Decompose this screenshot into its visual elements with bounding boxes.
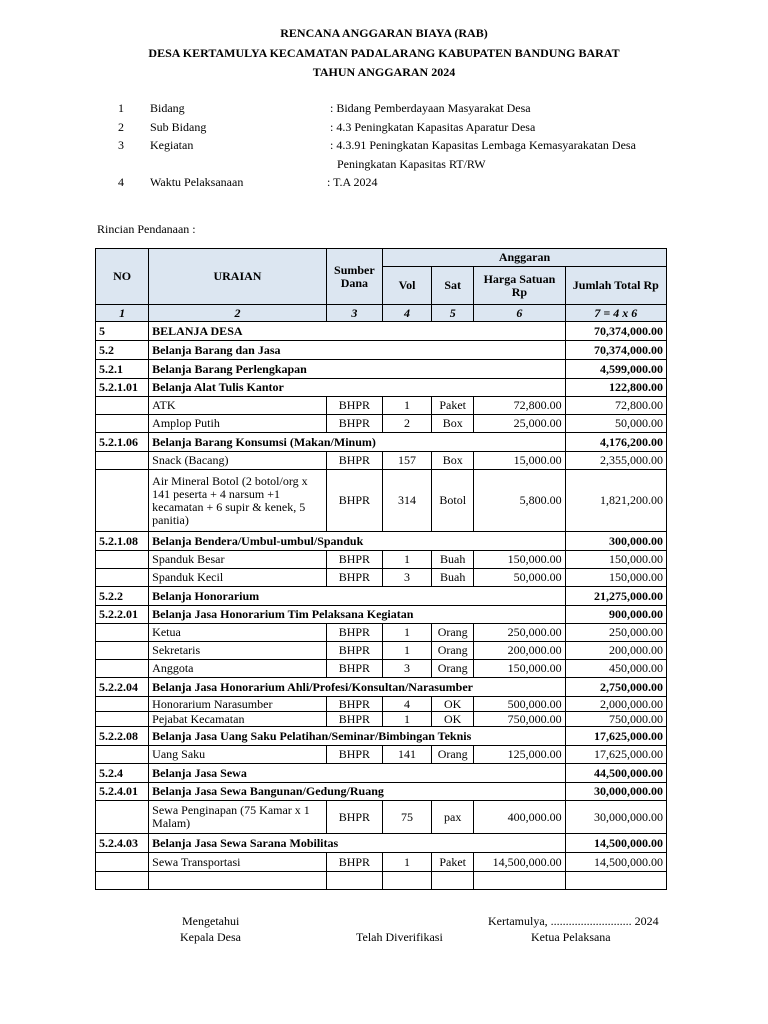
row-uraian: Belanja Honorarium bbox=[149, 587, 565, 606]
table-row bbox=[96, 470, 667, 532]
row-harga-satuan: 500,000.00 bbox=[474, 697, 565, 712]
row-uraian: Snack (Bacang) bbox=[149, 452, 327, 470]
row-harga-satuan: 125,000.00 bbox=[474, 746, 565, 764]
row-jumlah-total: 2,750,000.00 bbox=[565, 678, 666, 697]
row-uraian: Amplop Putih bbox=[149, 415, 327, 433]
row-sumber-dana: BHPR bbox=[326, 569, 382, 587]
row-uraian: ATK bbox=[149, 397, 327, 415]
row-uraian: Belanja Jasa Honorarium Ahli/Profesi/Konsultan/Narasumber bbox=[149, 678, 565, 697]
row-vol: 1 bbox=[382, 712, 431, 727]
row-sat: Orang bbox=[432, 660, 474, 678]
table-row bbox=[96, 801, 667, 834]
row-jumlah-total: 450,000.00 bbox=[565, 660, 666, 678]
table-row bbox=[96, 379, 667, 397]
row-sat: Orang bbox=[432, 746, 474, 764]
col-header-uraian: URAIAN bbox=[149, 249, 327, 305]
col-index: 6 bbox=[474, 305, 565, 322]
row-no: 5.2.2.04 bbox=[96, 678, 149, 697]
budget-table-body bbox=[96, 322, 667, 890]
row-harga-satuan: 250,000.00 bbox=[474, 624, 565, 642]
row-vol: 3 bbox=[382, 569, 431, 587]
row-uraian: Spanduk Besar bbox=[149, 551, 327, 569]
row-jumlah-total: 14,500,000.00 bbox=[565, 834, 666, 853]
row-no: 5.2.1 bbox=[96, 360, 149, 379]
row-jumlah-total: 17,625,000.00 bbox=[565, 727, 666, 746]
row-jumlah-total: 150,000.00 bbox=[565, 551, 666, 569]
col-header-jumlah-total: Jumlah Total Rp bbox=[565, 267, 666, 305]
row-vol: 1 bbox=[382, 397, 431, 415]
table-row bbox=[96, 415, 667, 433]
row-harga-satuan: 14,500,000.00 bbox=[474, 853, 565, 872]
info-key: Sub Bidang bbox=[150, 120, 207, 134]
row-jumlah-total: 1,821,200.00 bbox=[565, 470, 666, 532]
row-sat: OK bbox=[432, 697, 474, 712]
table-row bbox=[96, 678, 667, 697]
col-index: 7 = 4 x 6 bbox=[565, 305, 666, 322]
table-row bbox=[96, 783, 667, 801]
row-vol: 75 bbox=[382, 801, 431, 834]
row-uraian: Sewa Transportasi bbox=[149, 853, 327, 872]
row-uraian: Belanja Jasa Honorarium Tim Pelaksana Kegiatan bbox=[149, 606, 565, 624]
row-sumber-dana bbox=[326, 872, 382, 890]
row-no bbox=[96, 853, 149, 872]
row-uraian: Belanja Barang Perlengkapan bbox=[149, 360, 565, 379]
table-row bbox=[96, 624, 667, 642]
info-key: Kegiatan bbox=[150, 138, 194, 152]
table-row bbox=[96, 727, 667, 746]
col-index: 3 bbox=[326, 305, 382, 322]
row-no bbox=[96, 801, 149, 834]
row-jumlah-total: 30,000,000.00 bbox=[565, 783, 666, 801]
row-jumlah-total: 750,000.00 bbox=[565, 712, 666, 727]
row-no: 5.2.2.08 bbox=[96, 727, 149, 746]
row-jumlah-total: 200,000.00 bbox=[565, 642, 666, 660]
table-row bbox=[96, 746, 667, 764]
row-vol: 1 bbox=[382, 642, 431, 660]
row-uraian: Belanja Jasa Sewa Sarana Mobilitas bbox=[149, 834, 565, 853]
table-row bbox=[96, 834, 667, 853]
row-uraian: Sewa Penginapan (75 Kamar x 1 Malam) bbox=[149, 801, 327, 834]
row-vol: 141 bbox=[382, 746, 431, 764]
row-sat: Orang bbox=[432, 624, 474, 642]
col-header-sumber-dana: Sumber Dana bbox=[326, 249, 382, 305]
row-no: 5.2 bbox=[96, 341, 149, 360]
col-header-vol: Vol bbox=[382, 267, 431, 305]
doc-title: RENCANA ANGGARAN BIAYA (RAB) bbox=[280, 26, 488, 40]
row-no: 5.2.4 bbox=[96, 764, 149, 783]
row-vol bbox=[382, 872, 431, 890]
activity-info bbox=[0, 0, 768, 200]
row-uraian: Anggota bbox=[149, 660, 327, 678]
row-no bbox=[96, 452, 149, 470]
col-index: 2 bbox=[149, 305, 327, 322]
row-jumlah-total: 122,800.00 bbox=[565, 379, 666, 397]
col-header-no: NO bbox=[96, 249, 149, 305]
row-sat: Box bbox=[432, 415, 474, 433]
row-sat: Botol bbox=[432, 470, 474, 532]
row-jumlah-total: 300,000.00 bbox=[565, 532, 666, 551]
row-vol: 1 bbox=[382, 624, 431, 642]
row-sumber-dana: BHPR bbox=[326, 642, 382, 660]
row-jumlah-total: 17,625,000.00 bbox=[565, 746, 666, 764]
info-key: Waktu Pelaksanaan bbox=[150, 175, 244, 189]
row-uraian: Air Mineral Botol (2 botol/org x 141 peserta + 4 narsum +1 kecamatan + 6 supir & kenek, 5 panitia) bbox=[149, 470, 327, 532]
ketua-pelaksana-label: Ketua Pelaksana bbox=[531, 930, 611, 944]
row-uraian: Belanja Alat Tulis Kantor bbox=[149, 379, 565, 397]
row-jumlah-total: 30,000,000.00 bbox=[565, 801, 666, 834]
row-sat: Buah bbox=[432, 569, 474, 587]
row-no bbox=[96, 872, 149, 890]
row-uraian bbox=[149, 872, 327, 890]
table-row bbox=[96, 433, 667, 452]
row-sumber-dana: BHPR bbox=[326, 470, 382, 532]
row-uraian: Sekretaris bbox=[149, 642, 327, 660]
row-no bbox=[96, 697, 149, 712]
row-uraian: Honorarium Narasumber bbox=[149, 697, 327, 712]
row-uraian: Uang Saku bbox=[149, 746, 327, 764]
row-vol: 3 bbox=[382, 660, 431, 678]
row-uraian: Belanja Jasa Sewa Bangunan/Gedung/Ruang bbox=[149, 783, 565, 801]
row-sumber-dana: BHPR bbox=[326, 853, 382, 872]
row-vol: 1 bbox=[382, 853, 431, 872]
info-value: : 4.3 Peningkatan Kapasitas Aparatur Desa bbox=[330, 120, 536, 134]
row-no bbox=[96, 660, 149, 678]
col-index: 1 bbox=[96, 305, 149, 322]
table-row bbox=[96, 606, 667, 624]
mengetahui-label: Mengetahui bbox=[182, 914, 240, 928]
col-index: 4 bbox=[382, 305, 431, 322]
row-jumlah-total: 50,000.00 bbox=[565, 415, 666, 433]
row-harga-satuan: 72,800.00 bbox=[474, 397, 565, 415]
row-vol: 2 bbox=[382, 415, 431, 433]
row-harga-satuan: 150,000.00 bbox=[474, 660, 565, 678]
row-jumlah-total: 72,800.00 bbox=[565, 397, 666, 415]
row-uraian: Belanja Barang Konsumsi (Makan/Minum) bbox=[149, 433, 565, 452]
table-row bbox=[96, 341, 667, 360]
row-uraian: Belanja Jasa Sewa bbox=[149, 764, 565, 783]
table-row bbox=[96, 660, 667, 678]
row-uraian: Belanja Barang dan Jasa bbox=[149, 341, 565, 360]
doc-year: TAHUN ANGGARAN 2024 bbox=[312, 65, 456, 79]
info-value-continued: Peningkatan Kapasitas RT/RW bbox=[337, 157, 486, 171]
table-row bbox=[96, 551, 667, 569]
table-row bbox=[96, 853, 667, 872]
row-sumber-dana: BHPR bbox=[326, 452, 382, 470]
row-sumber-dana: BHPR bbox=[326, 712, 382, 727]
info-value: : 4.3.91 Peningkatan Kapasitas Lembaga Kemasyarakatan Desa bbox=[330, 138, 636, 152]
row-no bbox=[96, 397, 149, 415]
table-row bbox=[96, 712, 667, 727]
table-row bbox=[96, 587, 667, 606]
row-jumlah-total: 4,599,000.00 bbox=[565, 360, 666, 379]
row-sat: Paket bbox=[432, 853, 474, 872]
info-no: 2 bbox=[118, 120, 124, 134]
row-no: 5 bbox=[96, 322, 149, 341]
row-uraian: Belanja Jasa Uang Saku Pelatihan/Seminar/Bimbingan Teknis bbox=[149, 727, 565, 746]
row-no bbox=[96, 569, 149, 587]
row-jumlah-total: 2,000,000.00 bbox=[565, 697, 666, 712]
row-uraian: Spanduk Kecil bbox=[149, 569, 327, 587]
col-index: 5 bbox=[432, 305, 474, 322]
table-row bbox=[96, 532, 667, 551]
row-jumlah-total: 14,500,000.00 bbox=[565, 853, 666, 872]
table-row bbox=[96, 697, 667, 712]
row-harga-satuan: 15,000.00 bbox=[474, 452, 565, 470]
row-no: 5.2.1.06 bbox=[96, 433, 149, 452]
row-jumlah-total: 21,275,000.00 bbox=[565, 587, 666, 606]
row-no: 5.2.2.01 bbox=[96, 606, 149, 624]
row-no bbox=[96, 551, 149, 569]
row-harga-satuan: 400,000.00 bbox=[474, 801, 565, 834]
table-row bbox=[96, 452, 667, 470]
row-jumlah-total: 4,176,200.00 bbox=[565, 433, 666, 452]
table-row bbox=[96, 642, 667, 660]
table-row bbox=[96, 569, 667, 587]
row-sumber-dana: BHPR bbox=[326, 746, 382, 764]
row-no: 5.2.4.03 bbox=[96, 834, 149, 853]
row-harga-satuan: 5,800.00 bbox=[474, 470, 565, 532]
doc-subtitle: DESA KERTAMULYA KECAMATAN PADALARANG KABUPATEN BANDUNG BARAT bbox=[148, 46, 620, 60]
table-row bbox=[96, 322, 667, 341]
row-jumlah-total: 900,000.00 bbox=[565, 606, 666, 624]
row-no bbox=[96, 712, 149, 727]
row-vol: 4 bbox=[382, 697, 431, 712]
row-vol: 1 bbox=[382, 551, 431, 569]
budget-table bbox=[95, 248, 667, 890]
row-harga-satuan bbox=[474, 872, 565, 890]
row-sumber-dana: BHPR bbox=[326, 624, 382, 642]
row-uraian: Ketua bbox=[149, 624, 327, 642]
rincian-label: Rincian Pendanaan : bbox=[97, 222, 196, 236]
row-sat bbox=[432, 872, 474, 890]
row-harga-satuan: 750,000.00 bbox=[474, 712, 565, 727]
row-uraian: Belanja Bendera/Umbul-umbul/Spanduk bbox=[149, 532, 565, 551]
col-header-harga-satuan: Harga Satuan Rp bbox=[474, 267, 565, 305]
row-no bbox=[96, 746, 149, 764]
info-value: : Bidang Pemberdayaan Masyarakat Desa bbox=[330, 101, 531, 115]
row-jumlah-total: 2,355,000.00 bbox=[565, 452, 666, 470]
row-sat: Paket bbox=[432, 397, 474, 415]
row-sumber-dana: BHPR bbox=[326, 397, 382, 415]
row-harga-satuan: 150,000.00 bbox=[474, 551, 565, 569]
row-jumlah-total: 70,374,000.00 bbox=[565, 322, 666, 341]
info-no: 4 bbox=[118, 175, 124, 189]
row-sumber-dana: BHPR bbox=[326, 551, 382, 569]
row-no: 5.2.2 bbox=[96, 587, 149, 606]
row-sat: Box bbox=[432, 452, 474, 470]
row-sumber-dana: BHPR bbox=[326, 660, 382, 678]
row-no: 5.2.1.01 bbox=[96, 379, 149, 397]
row-no bbox=[96, 470, 149, 532]
row-jumlah-total: 70,374,000.00 bbox=[565, 341, 666, 360]
row-jumlah-total bbox=[565, 872, 666, 890]
row-no bbox=[96, 624, 149, 642]
row-vol: 314 bbox=[382, 470, 431, 532]
kepala-desa-label: Kepala Desa bbox=[180, 930, 241, 944]
row-no: 5.2.1.08 bbox=[96, 532, 149, 551]
row-jumlah-total: 44,500,000.00 bbox=[565, 764, 666, 783]
row-sumber-dana: BHPR bbox=[326, 415, 382, 433]
row-vol: 157 bbox=[382, 452, 431, 470]
info-no: 1 bbox=[118, 101, 124, 115]
row-sat: OK bbox=[432, 712, 474, 727]
table-row bbox=[96, 872, 667, 890]
info-key: Bidang bbox=[150, 101, 185, 115]
col-header-sat: Sat bbox=[432, 267, 474, 305]
place-date-label: Kertamulya, ........................... 2024 bbox=[488, 914, 659, 928]
row-uraian: Pejabat Kecamatan bbox=[149, 712, 327, 727]
row-sumber-dana: BHPR bbox=[326, 801, 382, 834]
row-harga-satuan: 50,000.00 bbox=[474, 569, 565, 587]
row-harga-satuan: 25,000.00 bbox=[474, 415, 565, 433]
table-row bbox=[96, 764, 667, 783]
row-sat: pax bbox=[432, 801, 474, 834]
col-header-anggaran: Anggaran bbox=[382, 249, 666, 267]
verified-label: Telah Diverifikasi bbox=[356, 930, 443, 944]
row-jumlah-total: 250,000.00 bbox=[565, 624, 666, 642]
row-jumlah-total: 150,000.00 bbox=[565, 569, 666, 587]
info-value: : T.A 2024 bbox=[327, 175, 378, 189]
row-sat: Buah bbox=[432, 551, 474, 569]
row-no bbox=[96, 642, 149, 660]
row-uraian: BELANJA DESA bbox=[149, 322, 565, 341]
row-no bbox=[96, 415, 149, 433]
row-sat: Orang bbox=[432, 642, 474, 660]
row-harga-satuan: 200,000.00 bbox=[474, 642, 565, 660]
row-sumber-dana: BHPR bbox=[326, 697, 382, 712]
row-no: 5.2.4.01 bbox=[96, 783, 149, 801]
table-row bbox=[96, 397, 667, 415]
info-no: 3 bbox=[118, 138, 124, 152]
table-row bbox=[96, 360, 667, 379]
